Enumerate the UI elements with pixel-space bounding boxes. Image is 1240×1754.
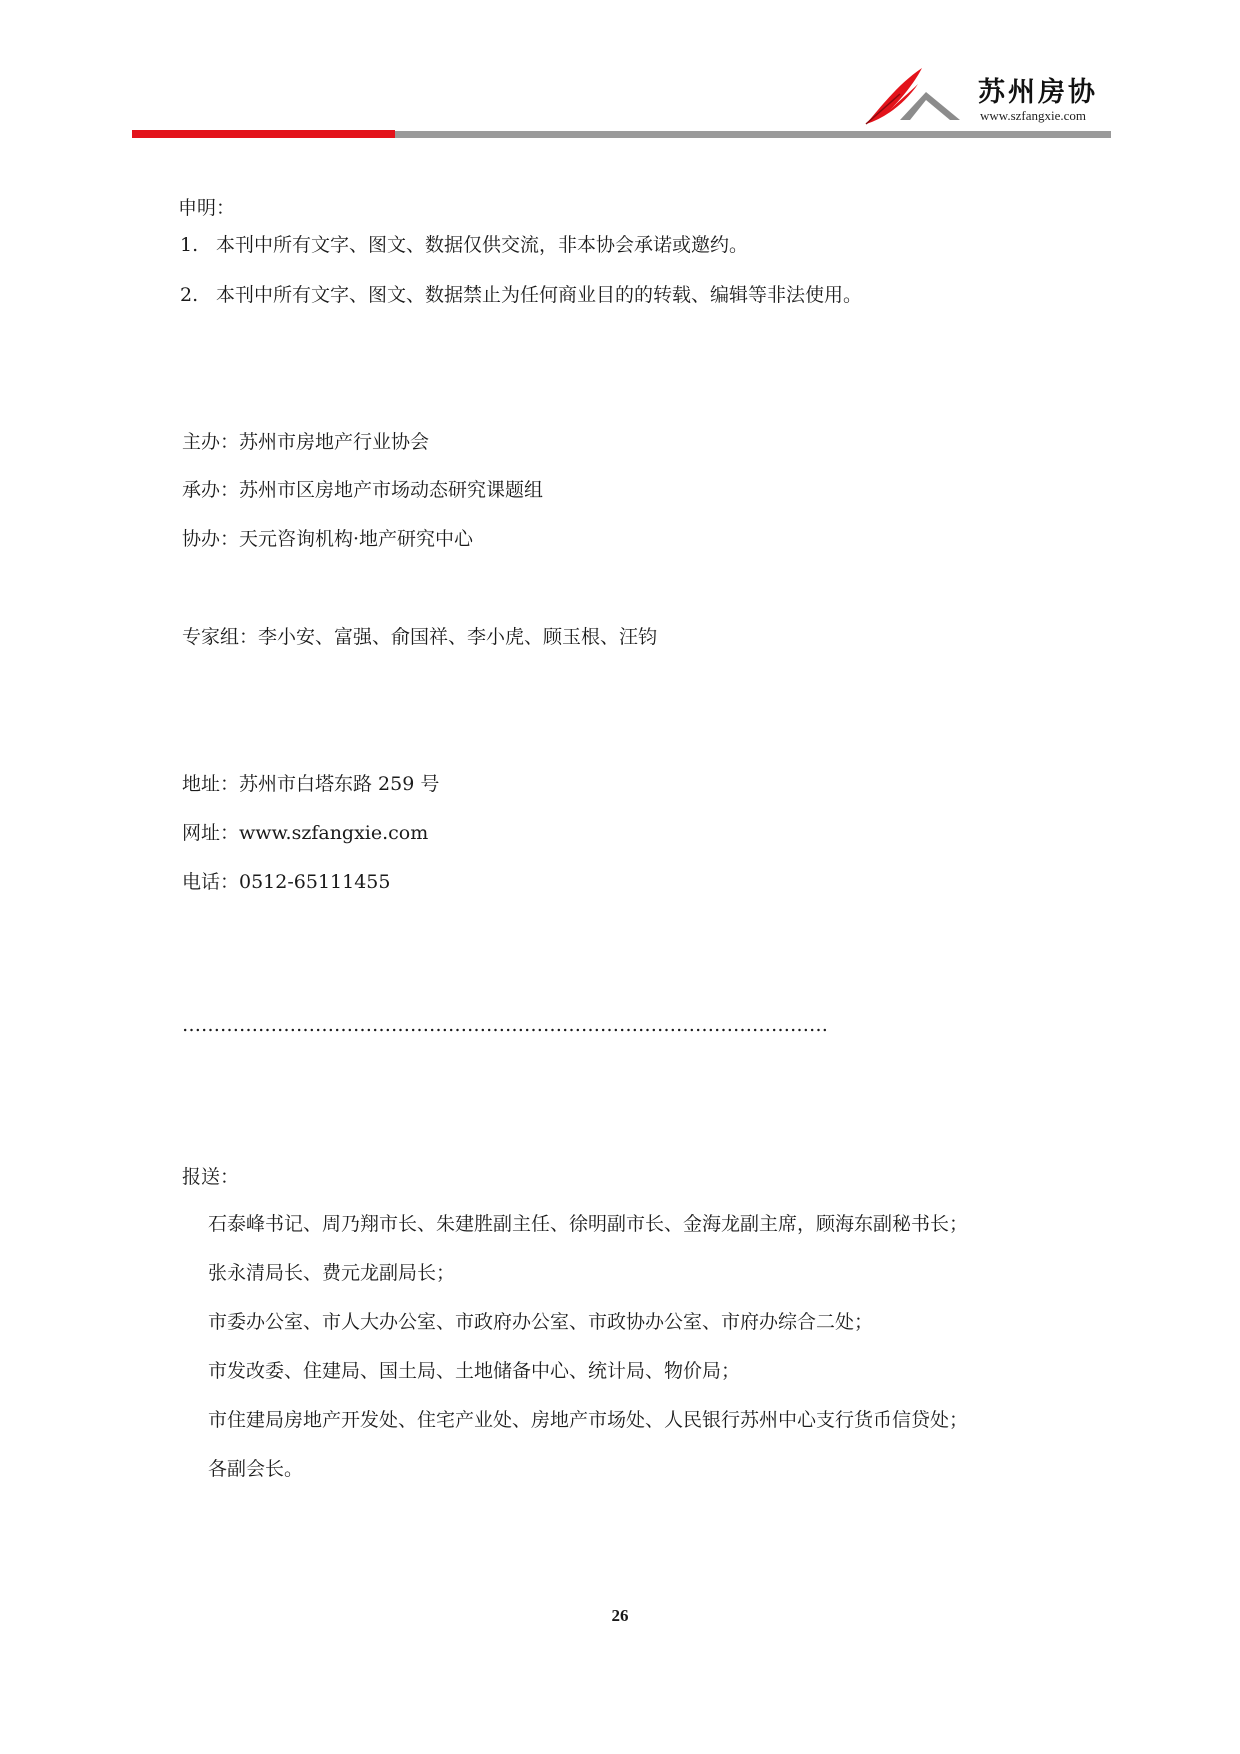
- distribution-line: 市发改委、住建局、国土局、土地储备中心、统计局、物价局；: [208, 1360, 741, 1382]
- logo-url: www.szfangxie.com: [980, 108, 1087, 123]
- header-rule-red: [132, 130, 395, 138]
- distribution-line: 石泰峰书记、周乃翔市长、朱建胜副主任、徐明副市长、金海龙副主席，顾海东副秘书长；: [208, 1213, 969, 1235]
- statement-item-text: 本刊中所有文字、图文、数据禁止为任何商业目的的转载、编辑等非法使用。: [216, 284, 863, 306]
- statement-heading: 申明：: [178, 197, 236, 219]
- distribution-line: 各副会长。: [208, 1458, 304, 1480]
- page-number: 26: [611, 1606, 629, 1625]
- distribution-heading: 报送：: [182, 1166, 240, 1188]
- header-rule-gray: [395, 131, 1111, 138]
- undertaker-line: 承办：苏州市区房地产市场动态研究课题组: [182, 479, 544, 501]
- logo-title: 苏州房协: [978, 77, 1098, 108]
- statement-item-text: 本刊中所有文字、图文、数据仅供交流，非本协会承诺或邀约。: [216, 234, 749, 256]
- address-line: 地址：苏州市白塔东路 259 号: [182, 773, 440, 795]
- quill-roof-logo-icon: [860, 62, 972, 130]
- distribution-line: 市住建局房地产开发处、住宅产业处、房地产市场处、人民银行苏州中心支行货币信贷处；: [208, 1409, 969, 1431]
- dotted-separator: …………………………………………………………………………………………: [182, 1014, 828, 1036]
- logo: [860, 62, 1120, 132]
- website-line: 网址：www.szfangxie.com: [182, 822, 429, 844]
- phone-line: 电话：0512-65111455: [182, 871, 391, 893]
- distribution-line: 张永清局长、费元龙副局长；: [208, 1262, 456, 1284]
- co-organizer-line: 协办：天元咨询机构·地产研究中心: [182, 528, 474, 550]
- statement-item-number: 2.: [180, 284, 199, 306]
- distribution-line: 市委办公室、市人大办公室、市政府办公室、市政协办公室、市府办综合二处；: [208, 1311, 874, 1333]
- statement-item-number: 1.: [180, 234, 199, 256]
- experts-line: 专家组：李小安、富强、俞国祥、李小虎、顾玉根、汪钧: [182, 626, 658, 648]
- host-line: 主办：苏州市房地产行业协会: [182, 431, 430, 453]
- statement-item: [180, 232, 748, 258]
- statement-item: [180, 282, 862, 308]
